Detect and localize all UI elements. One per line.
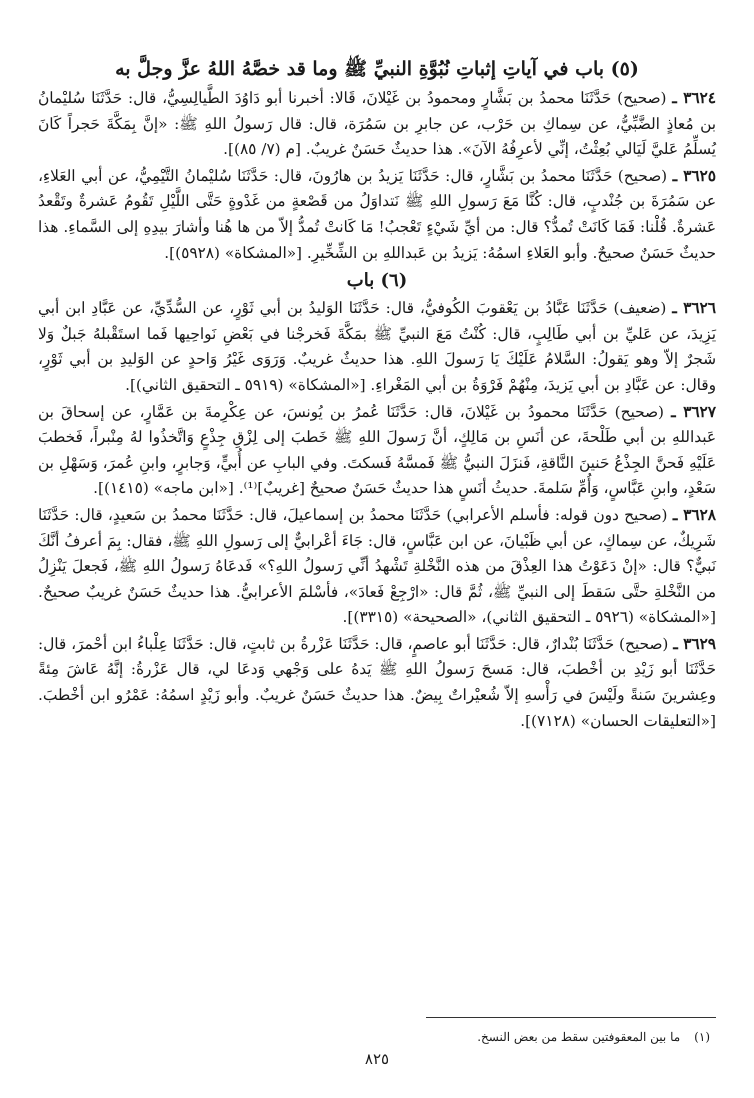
hadith-block-b [38, 296, 716, 734]
hadith-3627 [38, 400, 716, 502]
hadith-text: (ضعيف) حَدَّثَنَا عَبَّادُ بن يَعْقوبَ الكُوفيُّ، قال: حَدَّثَنَا الوَليدُ بن أبي ثَوْرٍ، عن السُّدِّيِّ، عن عَبَّادِ ابن أبي يَزِيدَ، عن عَليِّ بن أبي طَالِبٍ، قال: كُنْتُ مَعَ النبيِّ ﷺ بمَكَّةَ فَخرجْنا في بَعْضِ نَواحِيها فَما استَقْبلهُ جَبلٌ وَلا شَجرٌ إلاّ وهو يَقولُ: السَّلامُ عَلَيْكَ يَا رَسولَ اللهِ. هذا حديثٌ غريبٌ. وَرَوَى غَيْرُ وَاحدٍ عن الوَليدِ بن أبي ثَوْرٍ، وقال: عن عَبَّادِ بن أبي يَزيدَ، مِنْهُمْ فَرْوَةُ بن أبي المَغْراءِ. [«المشكاة» (٥٩١٩ ـ التحقيق الثاني)]. [38, 299, 716, 394]
footnote [477, 1028, 710, 1046]
hadith-3626 [38, 296, 716, 398]
section-heading: (٦) باب [346, 270, 408, 292]
hadith-3625 [38, 164, 716, 266]
hadith-number: ٣٦٢٧ ـ [671, 402, 716, 421]
hadith-block-a [38, 86, 716, 266]
hadith-number: ٣٦٢٤ ـ [672, 89, 716, 107]
hadith-text: (صحيح) حَدَّثَنَا محمودُ بن غَيْلانَ، قال: حَدَّثَنَا عُمرُ بن يُونسَ، عن عِكْرِمةَ بن عَمَّارٍ، عن إسحاقَ بن عَبداللهِ بن أبي طَلْحةَ، عن أنَسِ بن مَالِكٍ، أنَّ رَسولَ اللهِ ﷺ خَطبَ إلى لِزْقِ جِذْعٍ وَاتَّخذُوا لهُ مِنْبراً، فَخطبَ عَلَيْهِ فَحنَّ الجِذْعُ حَنينَ النَّاقةِ، فَنزَلَ النبيُّ ﷺ فَمسَّهُ فَسكتَ. وفي البابِ عن أُبيٍّ، وَجابرٍ، وابنِ عُمرَ، وَسَهْلِ بن سَعْدٍ، وابنِ عَبَّاسٍ، وَأُمِّ سَلمةَ. حديثُ أنَسٍ هذا حديثٌ حَسَنٌ صحيحٌ [غريبٌ]⁽¹⁾. [«ابن ماجه» (١٤١٥)]. [38, 402, 716, 498]
hadith-text: (صحيح) حَدَّثَنَا بُنْدارٌ، قال: حَدَّثَنَا أبو عاصمٍ، قال: حَدَّثَنَا عَزْرةُ بن ثابتٍ، قال: حَدَّثَنَا عِلْباءُ ابن أحْمرَ، قال: حَدَّثَنَا أبو زَيْدِ بن أخْطبَ، قال: مَسحَ رَسولُ اللهِ ﷺ يَدهُ على وَجْهي وَدعَا لي، قال عَزْرةُ: إنَّهُ عَاشَ مِئةً وعِشرينَ سَنةً ولَيْسَ في رَأْسهِ إلاّ شُعيْراتٌ بِيضٌ. هذا حديثٌ حَسَنٌ غريبٌ. وأبو زَيْدٍ اسمُهُ: عَمْرُو ابن أخْطبَ. [«التعليقات الحسان» (٧١٢٨)]. [38, 634, 716, 730]
chapter-heading: (٥) باب في آياتِ إثباتِ نُبُوَّةِ النبيِّ ﷺ وما قد خصَّهُ اللهُ عزَّ وجلَّ به [115, 58, 639, 80]
hadith-3629 [38, 632, 716, 734]
footnote-text: ما بين المعقوفتين سقط من بعض النسخ. [477, 1030, 681, 1044]
footnote-mark: (١) [694, 1030, 710, 1044]
footnote-divider [426, 1017, 716, 1018]
hadith-number: ٣٦٢٦ ـ [672, 299, 716, 318]
hadith-text: (صحيح دون قوله: فأسلم الأعرابي) حَدَّثَنَا محمدُ بن إسماعيلَ، قال: حَدَّثَنَا محمدُ بن سَعيدٍ، قال: حَدَّثَنَا شَرِيكٌ، عن سِماكٍ، عن أبي ظَبْيانَ، عن ابن عَبَّاسٍ، قال: جَاءَ أعْرابيٌّ إلى رَسولِ اللهِ ﷺ، فقال: بِمَ أعرفُ أنَّكَ نَبيٌّ؟ قال: «إنْ دَعَوْتُ هذا العِذْقَ من هذه النَّخْلةِ تَشْهدُ أنِّي رَسولُ اللهِ؟» فَدعَاهُ رَسولُ اللهِ ﷺ، فَجعلَ يَنْزِلُ من النَّخْلةِ حتَّى سَقطَ إلى النبيِّ ﷺ، ثُمَّ قال: «ارْجِعْ فَعادَ»، فأسْلمَ الأعرابيُّ. هذا حديثٌ حَسَنٌ غريبٌ صحيحٌ. [«المشكاة» (٥٩٢٦ ـ التحقيق الثاني)، «الصحيحة» (٣٣١٥)]. [38, 505, 716, 627]
hadith-number: ٣٦٢٨ ـ [672, 505, 716, 524]
hadith-text: (صحيح) حَدَّثَنَا محمدُ بن بَشَّارٍ ومحمودُ بن غَيْلانَ، قَالا: أخبرنا أبو دَاوُدَ الطَّيالِسِيُّ، قال: حَدَّثَنَا سُليْمانُ بن مُعاذٍ الضَّبِّيُّ، عن سِماكِ بن حَرْب، عن جابرِ بن سَمُرَة، قال: قال رَسولُ اللهِ ﷺ: «إنَّ بِمَكَّةَ حَجراً كَانَ يُسلِّمُ عَليَّ لَيَالي بُعِثْتُ، إنِّي لأعرِفُهُ الآنَ». هذا حديثٌ حَسَنٌ غريبٌ. [م (٧/ ٨٥)]. [38, 89, 716, 159]
hadith-3628 [38, 503, 716, 631]
hadith-text: (صحيح) حَدَّثَنَا محمدُ بن بَشَّارٍ، قال: حَدَّثَنَا يَزيدُ بن هارُونَ، قال: حَدَّثَنَا سُليْمانُ التَّيْمِيُّ، عن أبي العَلاءِ، عن سَمُرَةَ بن جُنْدبٍ، قال: كُنَّا مَعَ رَسولِ اللهِ ﷺ نَتداوَلُ من قَصْعةٍ من غَدْوةٍ حَتَّى اللَّيْلِ تَقُومُ عَشرةٌ وتَقْعدُ عَشرةٌ. قُلْنا: فَمَا كَانَتْ تُمدُّ؟ قال: من أيِّ شَيْءٍ تَعْجبُ! مَا كَانتْ تُمدُّ إلاّ من ها هُنا وأشارَ بيدِهِ إلى السَّماءِ. هذا حديثٌ حَسَنٌ صحيحٌ. وأبو العَلاءِ اسمُهُ: يَزيدُ بن عَبداللهِ بن الشِّخِّيرِ. [«المشكاة» (٥٩٢٨)]. [38, 166, 716, 262]
hadith-3624 [38, 86, 716, 163]
hadith-number: ٣٦٢٥ ـ [672, 166, 716, 185]
page-number: ٨٢٥ [364, 1050, 390, 1068]
hadith-number: ٣٦٢٩ ـ [673, 634, 716, 653]
